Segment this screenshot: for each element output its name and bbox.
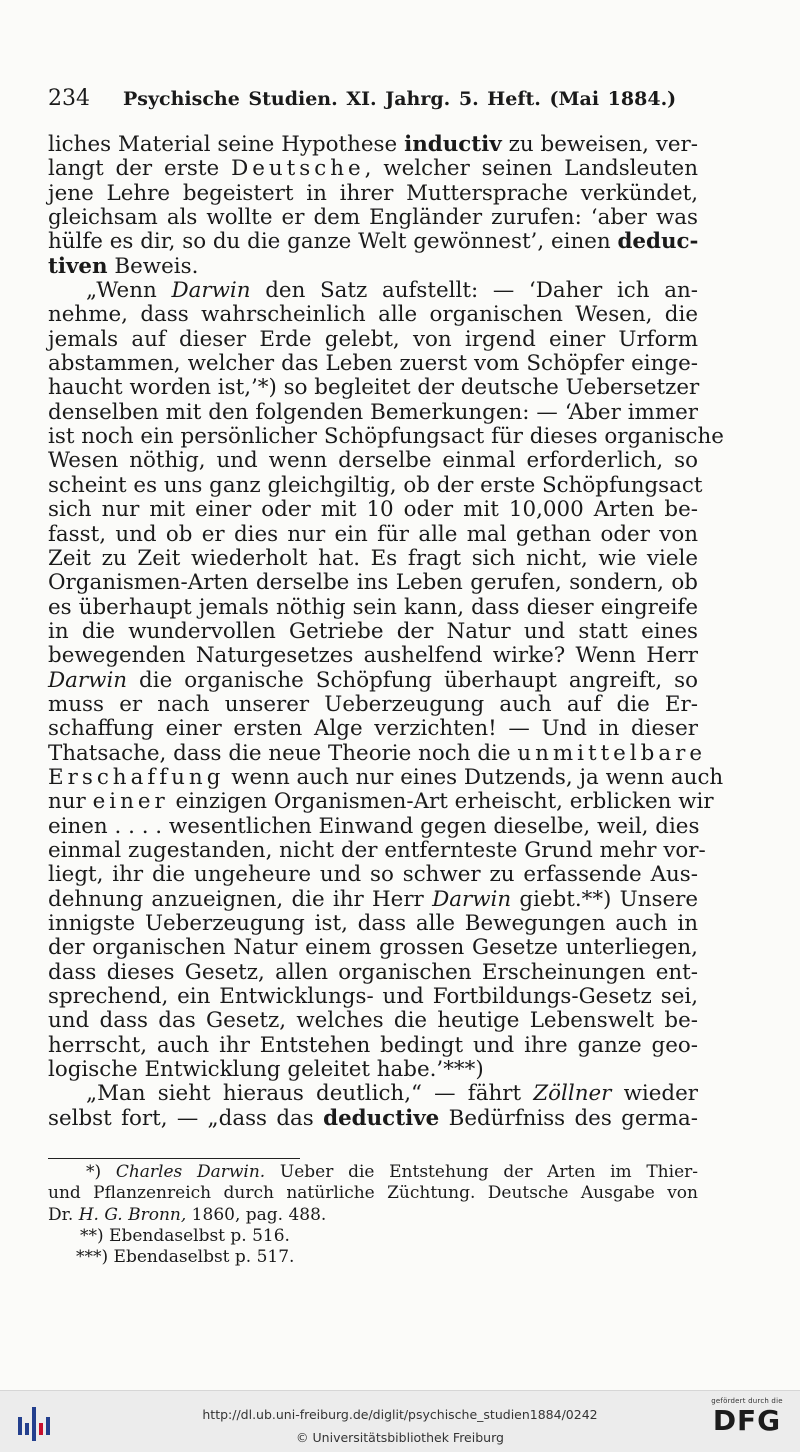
text-line — [48, 1009, 698, 1033]
text-span: Zöllner — [533, 1081, 612, 1107]
text-span: giebt.**) Unsere — [511, 886, 698, 912]
dfg-logo-text: DFG — [712, 1404, 782, 1437]
text-span: *) — [86, 1162, 116, 1182]
text-span: gleichsam als wollte er dem Engländer zurufen: ‘aber was — [48, 205, 698, 231]
text-span: der organischen Natur einem grossen Gesetze unterliegen, — [48, 935, 698, 961]
text-line — [48, 206, 698, 230]
sponsor-caption: gefördert durch die — [711, 1397, 783, 1405]
text-span: fasst, und ob er dies nur ein für alle mal gethan oder von — [48, 521, 698, 547]
text-line — [48, 764, 724, 790]
text-span: nehme, dass wahrscheinlich alle organischen Wesen, die — [48, 302, 698, 328]
copyright-notice: © Universitätsbibliothek Freiburg — [296, 1430, 504, 1445]
footnote-line — [48, 1162, 698, 1183]
text-span: einzigen Organismen-Art erheischt, erblicken wir — [168, 789, 714, 815]
text-line — [48, 693, 698, 717]
text-line — [48, 985, 698, 1009]
text-span: „Wenn — [86, 278, 172, 304]
text-span: wenn auch nur eines Dutzends, ja wenn auch — [224, 764, 724, 790]
text-span: und Pflanzenreich durch natürliche Züchtung. Deutsche Ausgabe von — [48, 1183, 698, 1204]
main-text — [48, 132, 724, 1131]
text-span: muss er nach unserer Ueberzeugung auch auf die Er- — [48, 691, 698, 717]
text-span: einmal zugestanden, nicht der entfernteste Grund mehr vor- — [48, 837, 706, 863]
footnote-line — [48, 1205, 698, 1226]
text-span: nur — [48, 789, 93, 815]
text-span: wieder — [611, 1081, 699, 1107]
text-span: die organische Schöpfung überhaupt angreift, so — [127, 667, 698, 693]
text-span: ist noch ein persönlicher Schöpfungsact für dieses organische — [48, 424, 724, 450]
text-line — [48, 424, 724, 450]
text-line — [48, 547, 698, 571]
text-line — [48, 961, 698, 985]
text-span: scheint es uns ganz gleichgiltig, ob der erste Schöpfungsact — [48, 472, 703, 498]
text-span: denselben mit den folgenden Bemerkungen: — ‘Aber immer — [48, 399, 698, 425]
text-span: den Satz aufstellt: — ‘Daher ich an- — [250, 278, 698, 304]
text-line — [48, 303, 698, 327]
text-line — [48, 279, 698, 303]
text-span: liegt, ihr die ungeheure und so schwer zu erfassende Aus- — [48, 862, 698, 888]
text-span: es überhaupt jemals nöthig sein kann, dass dieser eingreife — [48, 594, 698, 620]
text-line — [48, 789, 714, 815]
text-span: einer — [92, 789, 169, 815]
text-line — [48, 644, 698, 668]
text-line — [48, 1058, 698, 1082]
text-line — [48, 1107, 698, 1131]
text-line — [48, 328, 698, 352]
text-line — [48, 182, 698, 206]
text-span: Deutsche — [231, 156, 365, 182]
text-span: selbst fort, — „dass das — [48, 1105, 324, 1131]
text-line — [48, 717, 698, 741]
text-line — [48, 472, 703, 498]
text-line — [48, 837, 706, 863]
text-span: sich nur mit einer oder mit 10 oder mit 10,000 Arten be- — [48, 497, 698, 523]
text-span: Bedürfniss des germa- — [439, 1105, 698, 1131]
text-span: jemals auf dieser Erde gelebt, von irgend einer Urform — [48, 326, 698, 352]
text-line — [48, 815, 698, 839]
text-span: einen . . . . wesentlichen Einwand gegen dieselbe, weil, dies — [48, 813, 700, 839]
text-line — [48, 888, 698, 912]
text-span: und dass das Gesetz, welches die heutige Lebenswelt be- — [48, 1008, 698, 1034]
text-span: herrscht, auch ihr Entstehen bedingt und ihre ganze geo- — [48, 1032, 698, 1058]
text-span: Darwin — [432, 886, 512, 912]
dfg-logo — [704, 1397, 790, 1447]
text-span: inductiv — [404, 132, 502, 157]
text-line — [48, 255, 698, 279]
text-span: sprechend, ein Entwicklungs- und Fortbildungs-Gesetz sei, — [48, 984, 698, 1010]
text-span: deductive — [323, 1105, 440, 1131]
text-span: „Man sieht hieraus deutlich,“ — fährt — [86, 1081, 534, 1107]
text-span: Charles Darwin. — [115, 1162, 266, 1182]
text-span: Wesen nöthig, und wenn derselbe einmal erforderlich, so — [48, 448, 698, 474]
text-line — [48, 936, 698, 960]
text-span: innigste Ueberzeugung ist, dass alle Bewegungen auch in — [48, 911, 698, 936]
footnote-rule — [48, 1158, 300, 1159]
running-header — [48, 86, 698, 116]
text-line — [48, 401, 698, 425]
text-span: schaffung einer ersten Alge verzichten! — Und in dieser — [48, 716, 698, 742]
page-number: 234 — [48, 86, 90, 111]
text-span: bewegenden Naturgesetzes aushelfend wirke? Wenn Herr — [48, 643, 698, 669]
text-line — [48, 863, 698, 887]
text-span: haucht worden ist,’*) so begleitet der deutsche Uebersetzer — [48, 375, 700, 401]
text-span: tiven — [48, 253, 108, 279]
text-line — [48, 157, 698, 181]
text-span: Thatsache, dass die neue Theorie noch die — [48, 740, 518, 766]
text-span: in die wundervollen Getriebe der Natur und statt eines — [48, 618, 698, 644]
text-line — [48, 571, 698, 595]
text-span: , welcher seinen Landsleuten — [364, 156, 698, 182]
footnotes — [48, 1162, 698, 1268]
text-span: **) Ebendaselbst p. 516. — [80, 1225, 290, 1246]
viewer-footer — [0, 1390, 800, 1452]
text-span: Darwin — [171, 278, 251, 304]
text-span: Darwin — [48, 667, 128, 693]
footnote-line — [48, 1247, 698, 1268]
text-span: Erschaffung — [48, 764, 225, 790]
footnote-line — [48, 1183, 698, 1204]
text-span: unmittelbare — [517, 740, 707, 766]
text-line — [48, 740, 707, 766]
text-line — [48, 376, 698, 400]
text-span: hülfe es dir, so du die ganze Welt gewönnest’, einen — [48, 229, 618, 255]
footnote-line — [48, 1226, 698, 1247]
text-span: H. G. Bronn, — [78, 1204, 187, 1225]
source-url-link[interactable]: http://dl.ub.uni-freiburg.de/diglit/psychische_studien1884/0242 — [202, 1407, 598, 1422]
text-span: Organismen-Arten derselbe ins Leben gerufen, sondern, ob — [48, 570, 698, 596]
text-span: Beweis. — [107, 253, 199, 279]
text-line — [48, 352, 698, 376]
text-line — [48, 912, 698, 936]
text-line — [48, 669, 698, 693]
text-span: Dr. — [48, 1204, 79, 1225]
text-span: zu beweisen, ver- — [501, 132, 699, 157]
text-line — [48, 498, 698, 522]
text-span: liches Material seine Hypothese — [48, 132, 405, 157]
text-span: jene Lehre begeistert in ihrer Muttersprache verkündet, — [48, 180, 698, 206]
text-line — [48, 620, 698, 644]
text-line — [48, 596, 698, 620]
text-span: dehnung anzueignen, die ihr Herr — [48, 886, 433, 912]
text-span: Ueber die Entstehung der Arten im Thier- — [265, 1162, 698, 1182]
running-head-title: Psychische Studien. XI. Jahrg. 5. Heft. (Mai 1884.) — [123, 88, 677, 110]
text-line — [48, 230, 698, 254]
text-span: dass dieses Gesetz, allen organischen Erscheinungen ent- — [48, 959, 698, 985]
text-span: ***) Ebendaselbst p. 517. — [76, 1247, 295, 1268]
text-line — [48, 449, 698, 473]
text-line — [48, 133, 698, 157]
text-span: 1860, pag. 488. — [186, 1204, 327, 1225]
text-line — [48, 1034, 698, 1058]
text-span: deduc- — [617, 229, 699, 255]
text-span: langt der erste — [48, 156, 232, 182]
text-span: Zeit zu Zeit wiederholt hat. Es fragt sich nicht, wie viele — [48, 545, 698, 571]
text-line — [48, 1082, 698, 1106]
text-span: abstammen, welcher das Leben zuerst vom Schöpfer einge- — [48, 351, 698, 377]
text-span: logische Entwicklung geleitet habe.’***) — [48, 1057, 484, 1083]
text-line — [48, 523, 698, 547]
